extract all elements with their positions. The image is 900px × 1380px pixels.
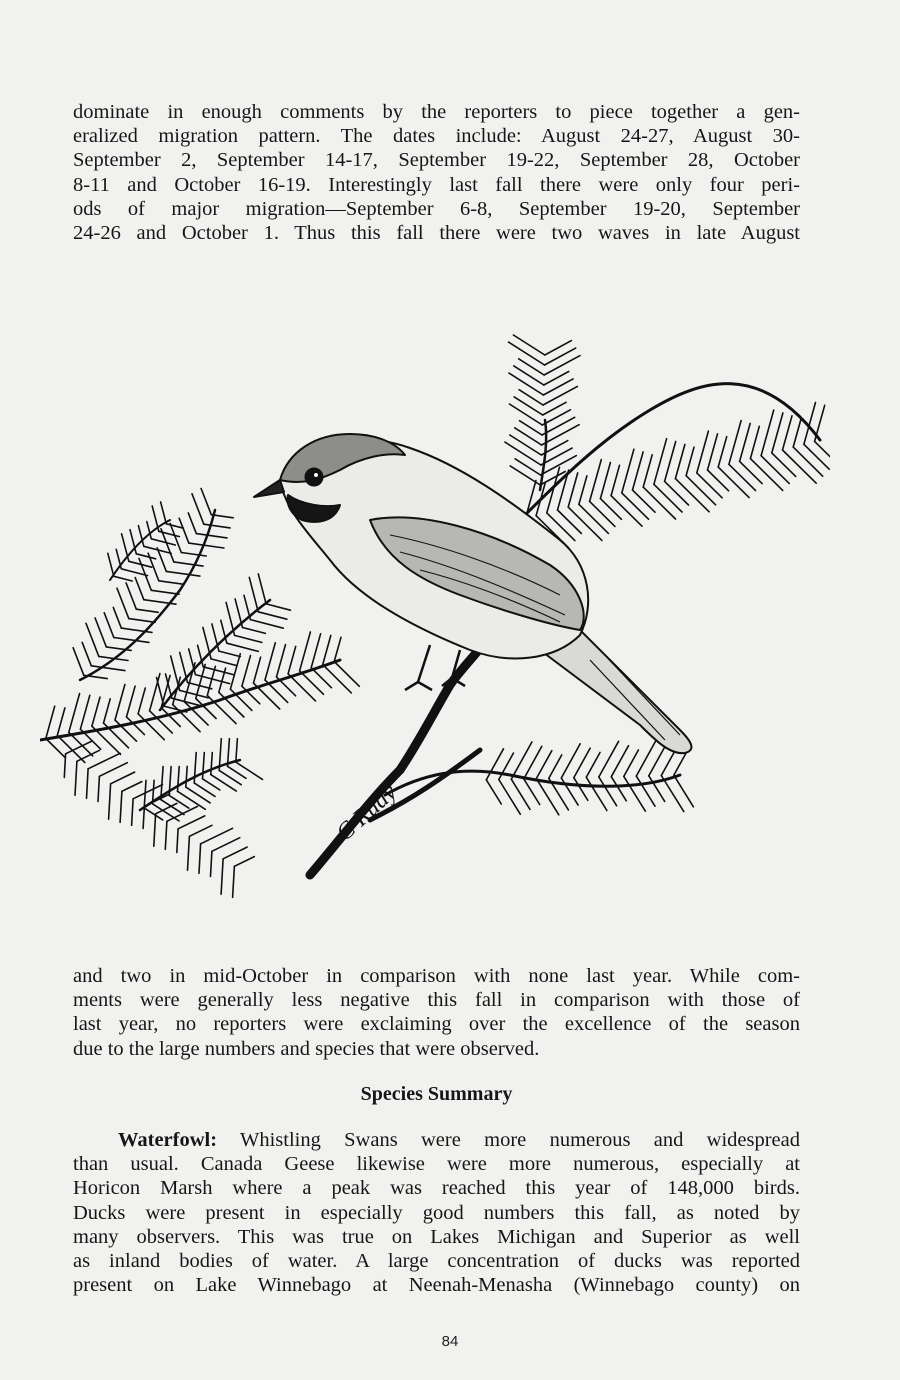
pine-needle bbox=[95, 618, 106, 647]
text-line: dominate in enough comments by the reporters to piece together a gen- bbox=[73, 101, 800, 123]
pine-needle bbox=[180, 690, 209, 697]
pine-needle bbox=[323, 665, 352, 693]
pine-needle bbox=[815, 441, 830, 462]
pine-needle bbox=[525, 481, 536, 519]
pine-needle bbox=[204, 524, 230, 528]
pine-needle bbox=[543, 379, 573, 395]
pine-needle bbox=[661, 776, 684, 812]
pine-needle bbox=[815, 405, 825, 441]
pine-needle bbox=[226, 602, 235, 635]
pine-needle bbox=[115, 685, 125, 721]
pine-needle bbox=[57, 735, 85, 762]
pine-needle bbox=[686, 447, 694, 476]
pine-needle bbox=[111, 772, 135, 784]
pine-needle bbox=[611, 465, 619, 495]
pine-needle bbox=[622, 449, 634, 493]
pine-needle bbox=[135, 578, 144, 600]
pine-needle bbox=[165, 821, 167, 849]
pine-needle bbox=[288, 674, 315, 701]
pine-needle bbox=[196, 534, 227, 538]
pine-needle bbox=[201, 828, 233, 844]
pine-needle bbox=[178, 816, 205, 829]
pine-needle bbox=[92, 697, 100, 726]
pine-needle bbox=[167, 806, 198, 821]
pine-needle bbox=[288, 646, 296, 673]
text-line: many observers. This was true on Lakes Michigan and Superior as well bbox=[73, 1225, 800, 1248]
pine-needle bbox=[258, 574, 266, 604]
waterfowl-lead: Waterfowl: bbox=[118, 1129, 218, 1151]
pine-needle bbox=[152, 506, 159, 531]
pine-needle bbox=[697, 431, 709, 473]
pine-needle bbox=[524, 779, 540, 805]
pine-needle bbox=[266, 604, 290, 610]
pine-needle bbox=[311, 634, 320, 668]
pine-needle bbox=[151, 590, 179, 594]
pine-needle bbox=[211, 659, 237, 666]
pine-needle bbox=[199, 844, 201, 874]
pine-needle bbox=[236, 739, 238, 762]
pine-needle bbox=[544, 356, 580, 375]
pine-needle bbox=[654, 439, 667, 485]
pine-needle bbox=[154, 814, 156, 846]
pine-needle bbox=[254, 683, 280, 709]
pine-needle bbox=[136, 609, 158, 612]
pine-needle bbox=[211, 851, 212, 876]
pine-needle bbox=[568, 507, 602, 540]
pine-needle bbox=[686, 476, 716, 505]
pine-needle bbox=[178, 767, 180, 792]
pine-needle bbox=[665, 481, 689, 505]
pine-needle bbox=[188, 513, 196, 534]
pine-needle bbox=[235, 635, 262, 642]
text-line: 24-26 and October 1. Thus this fall there were two waves in late August bbox=[73, 222, 800, 245]
pine-needle bbox=[161, 502, 167, 524]
pine-needle bbox=[57, 708, 65, 736]
pine-needle bbox=[171, 656, 180, 690]
pine-needle bbox=[129, 619, 155, 623]
pine-needle bbox=[108, 553, 114, 576]
pine-needle bbox=[186, 787, 210, 803]
pine-needle bbox=[740, 423, 751, 461]
text-line: eralized migration pattern. The dates include: August 24-27, August 30- bbox=[73, 125, 800, 148]
pine-needle bbox=[514, 366, 544, 385]
pine-needle bbox=[80, 695, 89, 729]
pine-needle bbox=[633, 490, 656, 512]
pine-needle bbox=[235, 599, 242, 628]
text-line: 8-11 and October 16-19. Interestingly last fall there were only four peri- bbox=[73, 173, 800, 196]
pine-needle bbox=[104, 699, 111, 723]
pine-needle bbox=[99, 763, 127, 777]
pine-needle bbox=[265, 680, 288, 702]
pine-needle bbox=[729, 464, 756, 490]
page-number: 84 bbox=[441, 1333, 459, 1350]
pine-needle bbox=[189, 543, 224, 548]
pine-needle bbox=[196, 665, 205, 699]
pine-needle bbox=[254, 657, 261, 683]
pine-needle bbox=[117, 588, 129, 618]
pine-needle bbox=[323, 636, 331, 665]
middle-paragraph bbox=[73, 964, 800, 1061]
pine-needle bbox=[515, 459, 540, 475]
pine-needle bbox=[675, 444, 685, 478]
pine-needle bbox=[772, 413, 783, 453]
pine-needle bbox=[543, 402, 566, 415]
pine-needle bbox=[122, 534, 129, 562]
pine-needle bbox=[505, 442, 541, 465]
pine-needle bbox=[113, 607, 121, 628]
pine-needle bbox=[611, 496, 642, 527]
pine-needle bbox=[178, 791, 206, 809]
pine-needle bbox=[772, 453, 796, 477]
pine-needle bbox=[511, 742, 532, 779]
pine-needle bbox=[761, 410, 774, 456]
pine-needle bbox=[510, 466, 540, 485]
pine-needle bbox=[87, 769, 89, 799]
pine-needle bbox=[793, 419, 801, 448]
text-line: present on Lake Winnebago at Neenah-Menasha (Winnebago county) on bbox=[73, 1274, 800, 1297]
pine-needle bbox=[624, 750, 639, 776]
pine-needle bbox=[166, 571, 200, 576]
pine-needle bbox=[579, 504, 609, 533]
pine-needle bbox=[590, 501, 615, 526]
pine-needle bbox=[674, 775, 694, 807]
pine-needle bbox=[611, 777, 626, 801]
pine-needle bbox=[277, 677, 296, 696]
pine-needle bbox=[519, 359, 544, 375]
pine-needle bbox=[233, 866, 235, 897]
waterfowl-first-line: Whistling Swans were more numerous and widespread bbox=[217, 1129, 800, 1151]
pine-needle bbox=[188, 836, 190, 870]
pine-needle bbox=[729, 421, 741, 465]
pine-needle bbox=[509, 404, 542, 425]
pine-needle bbox=[104, 613, 114, 638]
pine-needle bbox=[510, 435, 542, 455]
pine-needle bbox=[69, 732, 93, 756]
pine-needle bbox=[243, 628, 266, 634]
pine-needle bbox=[46, 706, 55, 738]
pine-needle bbox=[600, 463, 610, 499]
pine-needle bbox=[120, 791, 122, 822]
pine-needle bbox=[750, 426, 759, 458]
pine-needle bbox=[157, 677, 164, 706]
pine-needle bbox=[761, 456, 789, 484]
pine-needle bbox=[579, 476, 587, 505]
pine-needle bbox=[586, 753, 600, 778]
pine-needle bbox=[643, 487, 675, 519]
text-line: as inland bodies of water. A large concentration of ducks was reported bbox=[73, 1250, 800, 1273]
bird-illustration bbox=[40, 330, 830, 910]
pine-needle bbox=[536, 751, 552, 779]
pine-needle bbox=[201, 489, 211, 515]
pine-needle bbox=[143, 806, 144, 828]
pine-needle bbox=[127, 686, 136, 717]
pine-needle bbox=[568, 473, 578, 507]
pine-needle bbox=[181, 553, 206, 557]
pine-needle bbox=[126, 583, 136, 609]
pine-needle bbox=[499, 780, 521, 815]
text-line: ments were generally less negative this fall in comparison with those of bbox=[73, 989, 800, 1012]
pine-needle bbox=[114, 638, 149, 643]
pine-needle bbox=[92, 726, 121, 754]
pine-needle bbox=[127, 717, 145, 735]
pine-needle bbox=[69, 694, 80, 733]
pine-needle bbox=[804, 444, 829, 469]
pine-needle bbox=[643, 455, 652, 487]
pine-needle bbox=[622, 493, 649, 519]
pine-needle bbox=[258, 612, 287, 619]
pine-needle bbox=[150, 674, 160, 711]
pine-needle bbox=[159, 531, 180, 536]
pine-needle bbox=[265, 643, 275, 680]
pine-needle bbox=[334, 662, 359, 687]
artist-signature: C Rudy bbox=[331, 779, 403, 847]
pine-needle bbox=[86, 623, 99, 656]
pine-needle bbox=[144, 794, 169, 806]
pine-needle bbox=[98, 776, 99, 801]
pine-needle bbox=[122, 782, 142, 792]
pine-needle bbox=[636, 739, 657, 776]
pine-needle bbox=[543, 386, 577, 405]
pine-needle bbox=[586, 777, 607, 810]
pine-needle bbox=[179, 518, 189, 543]
pine-needle bbox=[300, 632, 311, 671]
waterfowl-paragraph bbox=[73, 1128, 800, 1297]
pine-needle bbox=[109, 784, 111, 819]
pine-needle bbox=[219, 651, 241, 657]
pine-needle bbox=[75, 761, 77, 795]
pine-needle bbox=[674, 752, 687, 775]
pine-needle bbox=[230, 654, 240, 690]
pine-needle bbox=[633, 452, 644, 490]
pine-needle bbox=[46, 739, 65, 758]
text-line: than usual. Canada Geese likewise were more numerous, especially at bbox=[73, 1153, 800, 1176]
pine-needle bbox=[153, 804, 180, 821]
pine-needle bbox=[236, 762, 263, 779]
pine-needle bbox=[793, 447, 823, 476]
pine-needle bbox=[203, 667, 233, 675]
pine-needle bbox=[211, 775, 237, 792]
pine-needle bbox=[138, 688, 145, 714]
pine-needle bbox=[740, 461, 763, 483]
pine-needle bbox=[509, 373, 543, 395]
pine-needle bbox=[783, 450, 817, 483]
text-line bbox=[73, 1128, 800, 1152]
pine-needle bbox=[750, 459, 782, 491]
pine-needle bbox=[549, 755, 562, 778]
pine-needle bbox=[133, 785, 162, 799]
pine-needle bbox=[186, 766, 187, 787]
section-heading: Species Summary bbox=[360, 1083, 513, 1105]
pine-needle bbox=[151, 539, 175, 545]
pine-needle bbox=[189, 825, 212, 836]
pine-needle bbox=[515, 428, 542, 445]
pine-needle bbox=[194, 753, 196, 783]
pine-needle bbox=[718, 437, 727, 467]
pine-needle bbox=[249, 577, 258, 611]
pine-needle bbox=[228, 766, 247, 778]
pine-needle bbox=[242, 656, 251, 687]
pine-needle bbox=[486, 780, 501, 804]
pine-needle bbox=[203, 753, 205, 779]
pine-needle bbox=[783, 416, 793, 450]
pine-needle bbox=[250, 620, 283, 629]
top-paragraph bbox=[73, 100, 800, 245]
pine-needle bbox=[212, 838, 240, 852]
pine-needle bbox=[207, 666, 215, 695]
pine-needle bbox=[192, 494, 204, 524]
text-line: last year, no reporters were exclaiming over the excellence of the season bbox=[73, 1013, 800, 1036]
pine-needle bbox=[223, 847, 247, 859]
text-line: due to the large numbers and species that were observed. bbox=[73, 1037, 540, 1060]
pine-needle bbox=[203, 779, 220, 790]
text-line: and two in mid-October in comparison with none last year. While com- bbox=[73, 965, 800, 987]
pine-needle bbox=[654, 484, 682, 512]
pine-needle bbox=[718, 467, 749, 498]
pine-needle bbox=[82, 642, 91, 665]
pine-needle bbox=[708, 434, 718, 470]
pine-needle bbox=[574, 778, 588, 801]
pine-needle bbox=[174, 562, 203, 566]
pine-needle bbox=[545, 348, 576, 365]
pine-needle bbox=[114, 576, 132, 581]
pine-needle bbox=[675, 479, 709, 512]
pine-needle bbox=[697, 473, 722, 498]
pine-needle bbox=[244, 595, 250, 619]
pine-needle bbox=[300, 671, 324, 695]
text-line: September 2, September 14-17, September 19-22, September 28, October bbox=[73, 149, 800, 172]
pine-needle bbox=[73, 648, 84, 676]
text-line: Horicon Marsh where a peak was reached this year of 148,000 birds. bbox=[73, 1177, 800, 1200]
pine-needle bbox=[599, 741, 619, 777]
pine-needle bbox=[665, 442, 676, 482]
pine-needle bbox=[509, 342, 545, 365]
pine-needle bbox=[221, 859, 223, 894]
pine-needle bbox=[132, 799, 134, 826]
pine-needle bbox=[277, 645, 286, 677]
pine-needle bbox=[227, 643, 258, 651]
pine-needle bbox=[144, 808, 163, 820]
pine-needle bbox=[159, 581, 182, 584]
text-line: Ducks were present in especially good numbers this fall, as noted by bbox=[73, 1201, 800, 1224]
pine-needle bbox=[514, 397, 543, 415]
text-line: ods of major migration—September 6-8, September 19-20, September bbox=[73, 197, 800, 220]
pine-needle bbox=[590, 460, 602, 502]
pine-needle bbox=[558, 510, 582, 534]
pine-needle bbox=[334, 637, 341, 661]
pine-needle bbox=[513, 335, 544, 355]
pine-needle bbox=[624, 776, 646, 811]
pine-needle bbox=[234, 857, 254, 867]
pine-needle bbox=[211, 753, 213, 775]
pine-needle bbox=[177, 829, 178, 853]
